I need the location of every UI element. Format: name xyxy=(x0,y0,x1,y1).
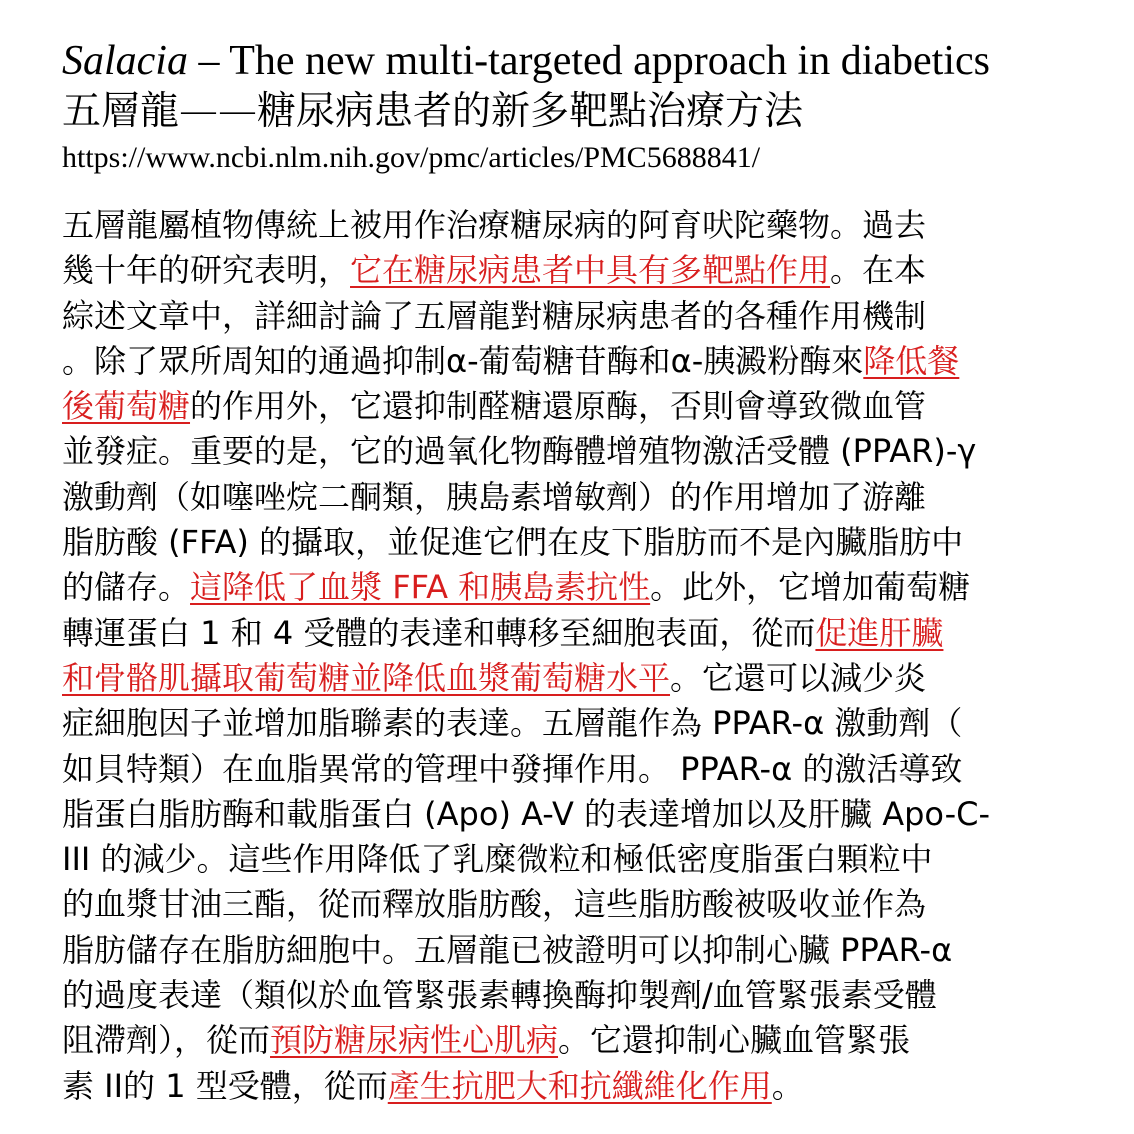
text-segment: 阻滯劑），從而 xyxy=(62,1021,271,1060)
body-line xyxy=(62,1018,1106,1063)
highlighted-phrase: 產生抗肥大和抗纖維化作用 xyxy=(387,1066,772,1105)
text-segment: 的血漿甘油三酯，從而釋放脂肪酸，這些脂肪酸被吸收並作為 xyxy=(62,885,927,924)
text-segment: 激動劑（如噻唑烷二酮類，胰島素增敏劑）的作用增加了游離 xyxy=(62,477,927,516)
text-segment: 症細胞因子並增加脂聯素的表達。五層龍作為 PPAR-α 激動劑（ xyxy=(62,704,963,743)
body-line xyxy=(62,701,1106,746)
text-segment: 。此外，它增加葡萄糖 xyxy=(650,568,971,607)
highlighted-phrase: 降低餐 xyxy=(863,341,960,380)
text-segment: 脂肪酸 (FFA) 的攝取，並促進它們在皮下脂肪而不是內臟脂肪中 xyxy=(62,523,964,562)
highlighted-phrase: 它在糖尿病患者中具有多靶點作用 xyxy=(350,251,831,290)
body-line xyxy=(62,792,1106,837)
body-line xyxy=(62,429,1106,474)
highlighted-phrase: 促進肝臟 xyxy=(815,613,944,652)
text-segment: 綜述文章中，詳細討論了五層龍對糖尿病患者的各種作用機制 xyxy=(62,296,927,335)
text-segment: 如貝特類）在血脂異常的管理中發揮作用。 PPAR-α 的激活導致 xyxy=(62,749,963,788)
highlighted-phrase: 和骨骼肌攝取葡萄糖並降低血漿葡萄糖水平 xyxy=(62,658,671,697)
text-segment: 的作用外，它還抑制醛糖還原酶，否則會導致微血管 xyxy=(190,387,927,426)
highlighted-phrase: 預防糖尿病性心肌病 xyxy=(270,1021,559,1060)
text-segment: 並發症。重要的是，它的過氧化物酶體增殖物激活受體 (PPAR)-γ xyxy=(62,432,977,471)
source-url: https://www.ncbi.nlm.nih.gov/pmc/articles/PMC5688841/ xyxy=(62,141,761,174)
text-segment: 素 II的 1 型受體，從而 xyxy=(62,1066,388,1105)
body-line xyxy=(62,294,1106,339)
title-italic-species: Salacia xyxy=(62,38,188,84)
text-segment: 脂蛋白脂肪酶和載脂蛋白 (Apo) A-V 的表達增加以及肝臟 Apo-C- xyxy=(62,794,991,833)
text-segment: 五層龍屬植物傳統上被用作治療糖尿病的阿育吠陀藥物。過去 xyxy=(62,206,927,244)
chinese-title: 五層龍——糖尿病患者的新多靶點治療方法 xyxy=(62,89,804,134)
body-text xyxy=(62,203,1106,1109)
title-rest: – The new multi-targeted approach in diabetics xyxy=(187,38,991,84)
english-title xyxy=(62,36,990,86)
body-line xyxy=(62,475,1106,520)
text-segment: 幾十年的研究表明， xyxy=(62,251,351,290)
body-line xyxy=(62,520,1106,565)
body-line xyxy=(62,384,1106,429)
highlighted-phrase: 後葡萄糖 xyxy=(62,387,191,426)
body-line xyxy=(62,248,1106,293)
text-segment: III 的減少。這些作用降低了乳糜微粒和極低密度脂蛋白顆粒中 xyxy=(62,840,933,879)
text-segment: 轉運蛋白 1 和 4 受體的表達和轉移至細胞表面，從而 xyxy=(62,613,816,652)
body-line xyxy=(62,339,1106,384)
body-line xyxy=(62,747,1106,792)
text-segment: 。它還抑制心臟血管緊張 xyxy=(558,1021,911,1060)
body-line xyxy=(62,837,1106,882)
text-segment: 。在本 xyxy=(830,251,927,290)
highlighted-phrase: 這降低了血漿 FFA 和胰島素抗性 xyxy=(190,568,651,607)
body-line xyxy=(62,611,1106,656)
body-line xyxy=(62,656,1106,701)
text-segment: 脂肪儲存在脂肪細胞中。五層龍已被證明可以抑制心臟 PPAR-α xyxy=(62,930,953,969)
body-line xyxy=(62,565,1106,610)
text-segment: 的過度表達（類似於血管緊張素轉換酶抑製劑/血管緊張素受體 xyxy=(62,976,937,1015)
body-line xyxy=(62,203,1106,248)
body-line xyxy=(62,973,1106,1018)
body-line xyxy=(62,1064,1106,1109)
body-line xyxy=(62,928,1106,973)
text-segment: 。它還可以減少炎 xyxy=(670,658,927,697)
text-segment: 的儲存。 xyxy=(62,568,191,607)
text-segment: 。 xyxy=(771,1066,804,1105)
text-segment: 。除了眾所周知的通過抑制α-葡萄糖苷酶和α-胰澱粉酶來 xyxy=(62,341,864,380)
body-line xyxy=(62,882,1106,927)
